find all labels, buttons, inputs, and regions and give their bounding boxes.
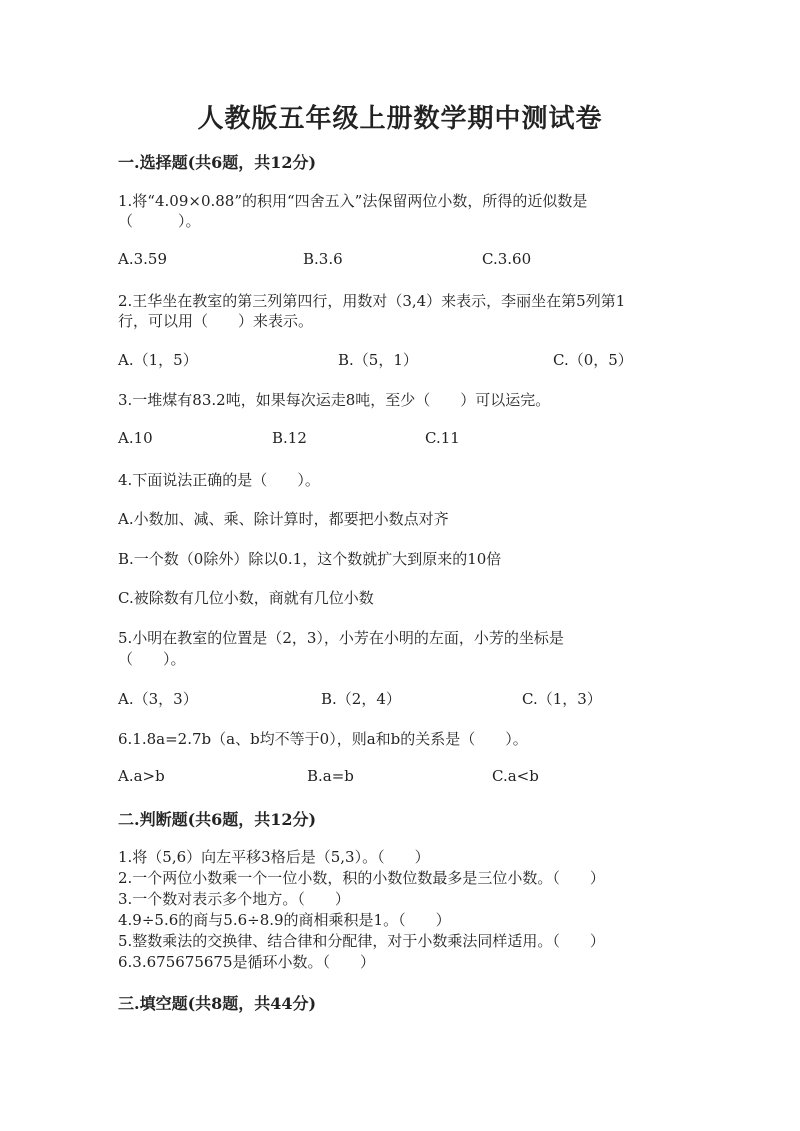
tf-item-1: 1.将（5,6）向左平移3格后是（5,3）。（ ） [118,848,430,866]
tf-item-2: 2.一个两位小数乘一个一位小数，积的小数位数最多是三位小数。（ ） [118,869,605,887]
question-4-option-a: A.小数加、减、乘、除计算时，都要把小数点对齐 [118,510,449,528]
question-4-text: 4.下面说法正确的是（ ）。 [118,471,320,489]
question-6-option-a: A.a>b [118,767,165,785]
question-3-option-c: C.11 [425,429,460,447]
question-5-text-cont: （ ）。 [118,650,186,668]
question-1-text: 1.将“4.09×0.88”的积用“四舍五入”法保留两位小数，所得的近似数是 [118,192,588,210]
question-1-text-cont: （ ）。 [118,212,201,230]
question-2-text-cont: 行，可以用（ ）来表示。 [118,312,314,330]
question-6-option-b: B.a=b [307,767,354,785]
question-3-option-b: B.12 [272,429,307,447]
question-3-option-a: A.10 [118,429,153,447]
tf-item-4: 4.9÷5.6的商与5.6÷8.9的商相乘积是1。（ ） [118,911,451,929]
tf-item-5: 5.整数乘法的交换律、结合律和分配律，对于小数乘法同样适用。（ ） [118,932,605,950]
question-4-option-b: B.一个数（0除外）除以0.1，这个数就扩大到原来的10倍 [118,550,502,568]
question-5-option-b: B.（2，4） [321,690,401,708]
question-5-option-c: C.（1，3） [522,690,602,708]
question-2-option-a: A.（1，5） [118,351,198,369]
question-4-option-c: C.被除数有几位小数，商就有几位小数 [118,589,374,607]
tf-item-6: 6.3.675675675是循环小数。（ ） [118,953,376,971]
question-6-option-c: C.a<b [492,767,539,785]
question-5-option-a: A.（3，3） [118,690,198,708]
question-2-option-c: C.（0，5） [553,351,633,369]
question-3-text: 3.一堆煤有83.2吨，如果每次运走8吨，至少（ ）可以运完。 [118,391,551,409]
question-2-text: 2.王华坐在教室的第三列第四行，用数对（3,4）来表示，李丽坐在第5列第1 [118,292,626,310]
section-heading-fill-in: 三.填空题(共8题，共44分) [118,994,317,1013]
question-5-text: 5.小明在教室的位置是（2，3），小芳在小明的左面，小芳的坐标是 [118,629,564,647]
question-2-option-b: B.（5，1） [338,351,418,369]
section-heading-true-false: 二.判断题(共6题，共12分) [118,810,317,829]
section-heading-choice: 一.选择题(共6题，共12分) [118,153,317,172]
page-title: 人教版五年级上册数学期中测试卷 [197,104,603,134]
tf-item-3: 3.一个数对表示多个地方。（ ） [118,890,350,908]
question-1-option-a: A.3.59 [118,250,167,268]
question-6-text: 6.1.8a=2.7b（a、b均不等于0），则a和b的关系是（ ）。 [118,730,528,748]
question-1-option-c: C.3.60 [482,250,532,268]
question-1-option-b: B.3.6 [303,250,343,268]
